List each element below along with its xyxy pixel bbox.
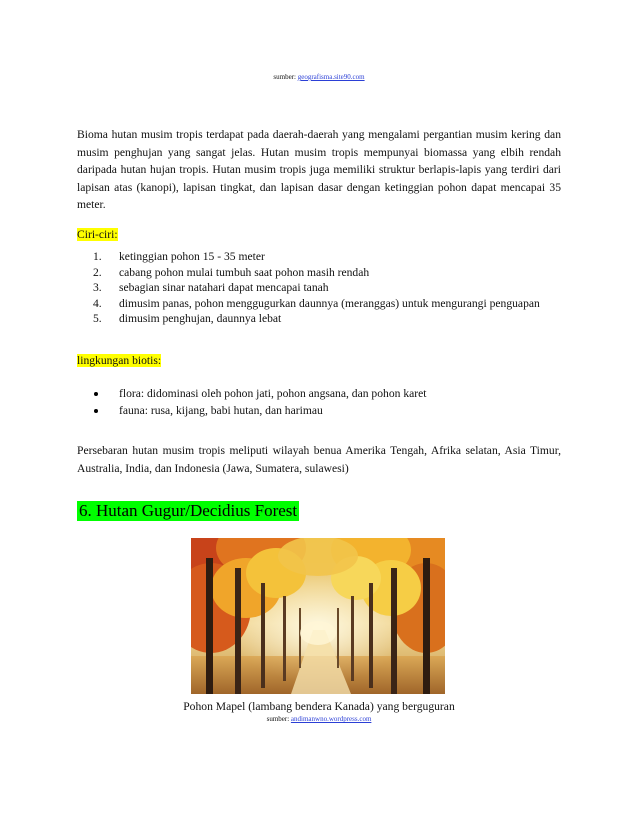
list-text: cabang pohon mulai tumbuh saat pohon masih rendah bbox=[119, 265, 370, 279]
source-prefix: sumber: bbox=[266, 715, 291, 723]
list-text: ketinggian pohon 15 - 35 meter bbox=[119, 250, 265, 263]
source-prefix: sumber: bbox=[273, 73, 298, 81]
bullet-icon bbox=[94, 409, 98, 413]
biotis-heading bbox=[77, 354, 161, 367]
list-item bbox=[93, 296, 543, 312]
figure-source bbox=[0, 715, 638, 723]
list-item bbox=[93, 385, 543, 402]
list-number: 2. bbox=[93, 265, 102, 279]
ciri-list bbox=[93, 249, 543, 327]
list-item bbox=[93, 265, 543, 281]
list-text: fauna: rusa, kijang, babi hutan, dan harimau bbox=[119, 404, 323, 417]
list-text: sebagian sinar natahari dapat mencapai tanah bbox=[119, 281, 329, 295]
ciri-heading-text: Ciri-ciri: bbox=[77, 228, 118, 241]
ciri-heading bbox=[77, 228, 118, 241]
source-link[interactable]: geografisma.site90.com bbox=[297, 73, 365, 81]
list-text: dimusim panas, pohon menggugurkan daunnya (meranggas) untuk mengurangi penguapan bbox=[119, 296, 540, 310]
list-text: dimusim penghujan, daunnya lebat bbox=[119, 312, 282, 326]
bullet-icon bbox=[94, 392, 98, 396]
figure-caption: Pohon Mapel (lambang bendera Kanada) yang berguguran bbox=[183, 700, 455, 713]
autumn-forest-image bbox=[191, 538, 445, 694]
intro-paragraph: Bioma hutan musim tropis terdapat pada daerah-daerah yang mengalami pergantian musim kering dan musim penghujan yang sangat jelas. Hutan musim tropis mempunyai biomassa yang elbih rendah daripada hutan hujan tropis. Hutan musim tropis juga memiliki struktur berlapis-lapis yang terdiri dari lapisan atas (kanopi), lapisan tingkat, dan lapisan dasar dengan ketinggian pohon dapat mencapai 35 meter. bbox=[77, 128, 561, 212]
list-number: 1. bbox=[93, 250, 102, 263]
biotis-list bbox=[93, 385, 543, 419]
list-number: 5. bbox=[93, 312, 102, 326]
list-number: 3. bbox=[93, 281, 102, 295]
list-item bbox=[93, 311, 543, 327]
list-item bbox=[93, 280, 543, 296]
section-title: 6. Hutan Gugur/Decidius Forest bbox=[79, 501, 298, 520]
top-image-source bbox=[0, 73, 638, 81]
source-link[interactable]: andimanwno.wordpress.com bbox=[290, 715, 372, 723]
biotis-heading-text: lingkungan biotis: bbox=[77, 354, 162, 367]
distribution-paragraph: Persebaran hutan musim tropis meliputi wilayah benua Amerika Tengah, Afrika selatan, Asia Timur, Australia, India, dan Indonesia (Jawa, Sumatera, sulawesi) bbox=[77, 444, 561, 475]
list-text: flora: didominasi oleh pohon jati, pohon angsana, dan pohon karet bbox=[119, 387, 427, 400]
list-item bbox=[93, 402, 543, 419]
list-number: 4. bbox=[93, 296, 102, 310]
list-item bbox=[93, 249, 543, 265]
